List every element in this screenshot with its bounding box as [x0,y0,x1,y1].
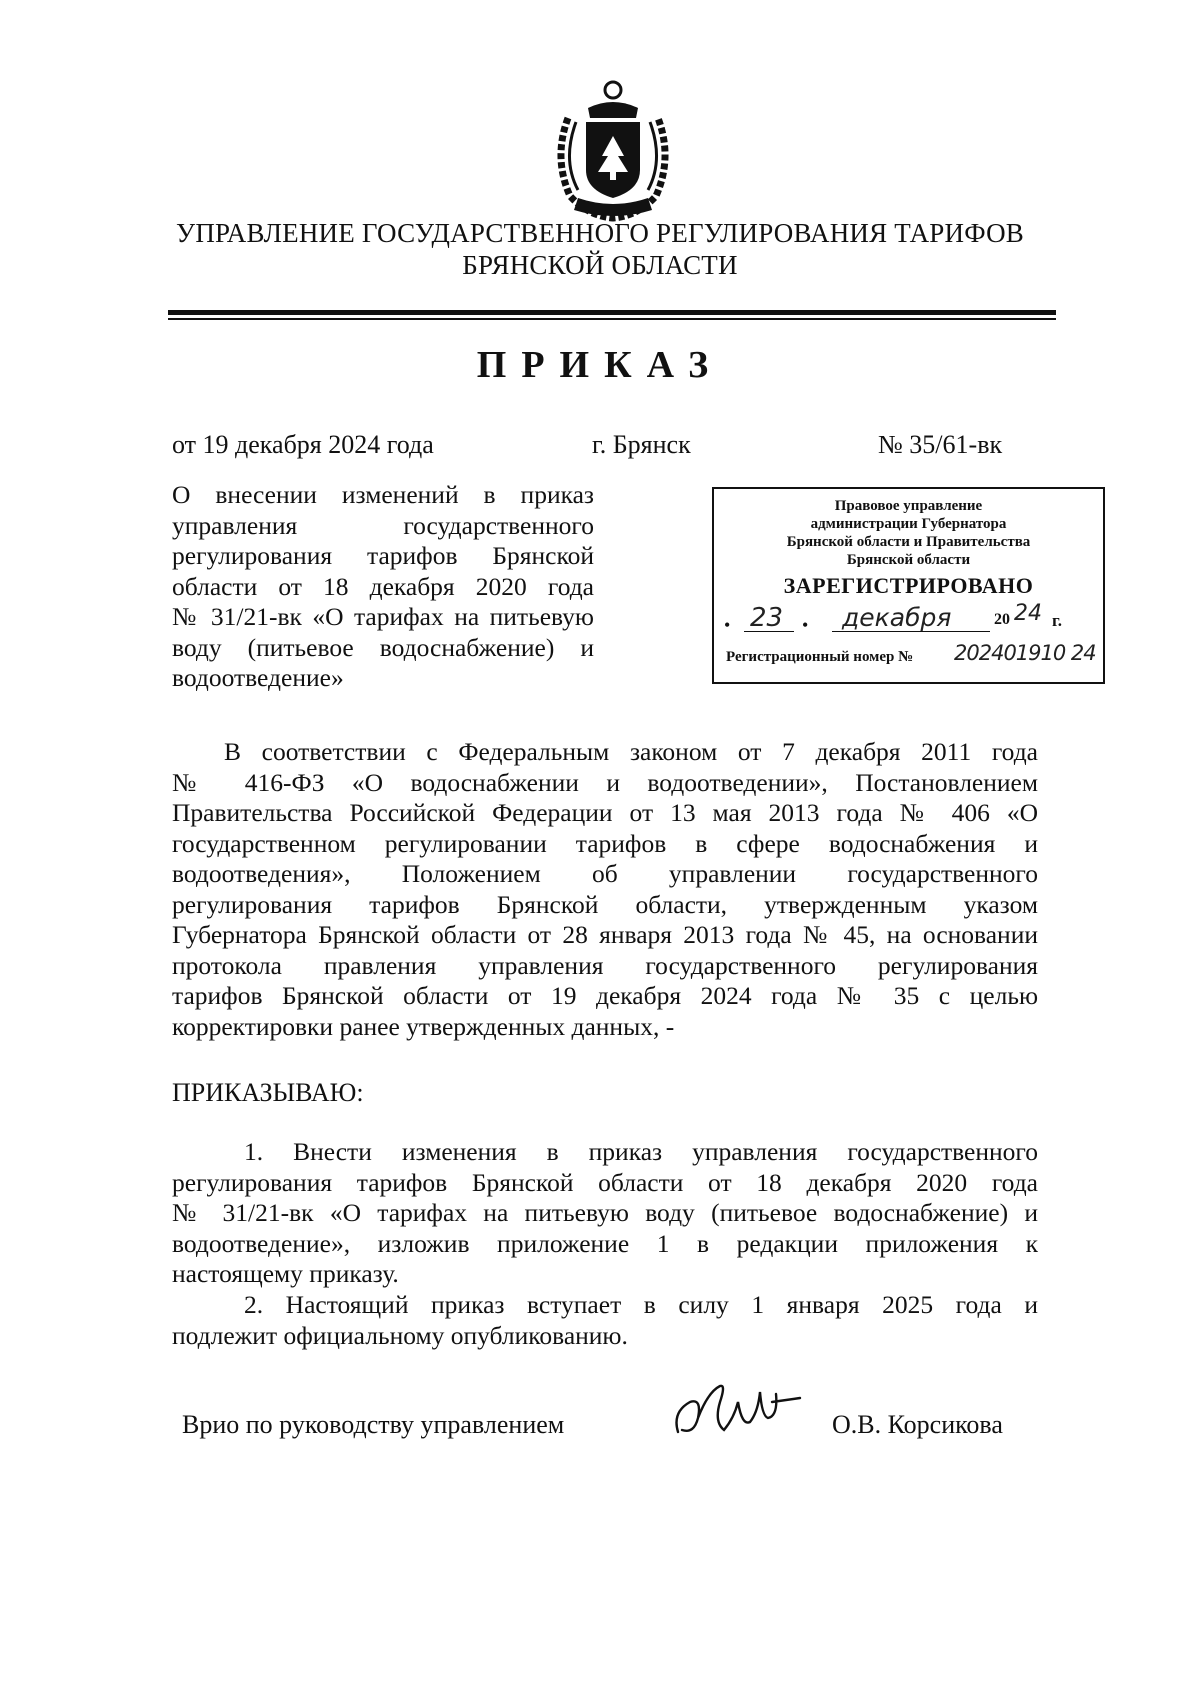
stamp-line: администрации Губернатора [810,516,1007,532]
item-line: водоотведение», изложив приложение 1 в редакции приложения к [172,1228,1038,1258]
header-divider-thin [168,318,1056,320]
subject-line: воду (питьевое водоснабжение) и [172,632,594,662]
preamble [172,737,1038,1042]
stamp-date-row [714,601,1103,635]
handwritten-signature [668,1372,808,1452]
order-item-2 [172,1290,1038,1351]
subject-line: регулирования тарифов Брянской [172,541,594,570]
document-date: от 19 декабря 2024 года [172,430,434,459]
stamp-day: 23 [750,603,784,633]
item-line: подлежит официальному опубликованию. [172,1320,628,1350]
preamble-line: регулирования тарифов Брянской области, утвержденным указом [172,889,1038,919]
preamble-line: государственном регулировании тарифов в сфере водоснабжения и [172,828,1038,858]
document-city: г. Брянск [592,430,691,459]
item-line: настоящему приказу. [172,1259,399,1288]
subject-line: управления государственного [172,510,594,540]
subject-line: О внесении изменений в приказ [172,480,594,509]
document-number: № 35/61-вк [878,430,1003,459]
order-item-1 [172,1137,1038,1290]
registration-stamp [712,487,1105,684]
order-word: ПРИКАЗЫВАЮ: [172,1078,364,1107]
stamp-quote-mark: • [802,615,809,635]
preamble-line: Губернатора Брянской области от 28 января 2013 года № 45, на основании [172,920,1038,949]
item-line: 1. Внести изменения в приказ управления государственного [244,1137,1038,1166]
organization-name-line1: УПРАВЛЕНИЕ ГОСУДАРСТВЕННОГО РЕГУЛИРОВАНИЯ ТАРИФОВ [176,218,1024,248]
stamp-line: Правовое управление [834,498,983,514]
stamp-year-suffix: 24 [1014,601,1042,626]
stamp-status: ЗАРЕГИСТРИРОВАНО [783,573,1034,598]
stamp-month-underline [832,631,990,632]
subject-line: водоотведение» [172,663,344,692]
coat-of-arms-icon [548,78,678,222]
subject-line: области от 18 декабря 2020 года [172,571,594,601]
document-subject [172,480,594,694]
stamp-year-prefix: 20 [994,611,1010,628]
stamp-month: декабря [842,603,952,632]
signatory-position: Врио по руководству управлением [182,1410,565,1439]
stamp-reg-row [714,641,1103,671]
stamp-reg-label: Регистрационный номер № [726,649,914,665]
header-divider [168,310,1056,315]
preamble-line: корректировки ранее утвержденных данных, - [172,1011,675,1041]
preamble-line: № 416-ФЗ «О водоснабжении и водоотведении», Постановлением [172,767,1038,797]
stamp-quote-mark: • [724,615,731,635]
stamp-line: Брянской области [846,552,971,568]
organization-name-line2: БРЯНСКОЙ ОБЛАСТИ [462,250,738,280]
document-title: ПРИКАЗ [476,344,724,386]
item-line: № 31/21-вк «О тарифах на питьевую воду (питьевое водоснабжение) и [172,1198,1038,1227]
item-line: 2. Настоящий приказ вступает в силу 1 января 2025 года и [244,1290,1038,1319]
preamble-line: В соответствии с Федеральным законом от 7 декабря 2011 года [224,737,1038,766]
preamble-line: тарифов Брянской области от 19 декабря 2024 года № 35 с целью [172,981,1038,1010]
stamp-day-underline [744,631,794,632]
stamp-line: Брянской области и Правительства [786,534,1031,550]
signatory-name: О.В. Корсикова [832,1410,1003,1439]
item-line: регулирования тарифов Брянской области от 18 декабря 2020 года [172,1167,1038,1197]
preamble-line: Правительства Российской Федерации от 13 мая 2013 года № 406 «О [172,798,1038,827]
subject-line: № 31/21-вк «О тарифах на питьевую [172,602,594,631]
stamp-year-end: г. [1052,611,1063,630]
preamble-line: протокола правления управления государственного регулирования [172,950,1038,980]
stamp-reg-number: 202401910 24 [954,641,1096,665]
preamble-line: водоотведения», Положением об управлении государственного [172,859,1038,888]
